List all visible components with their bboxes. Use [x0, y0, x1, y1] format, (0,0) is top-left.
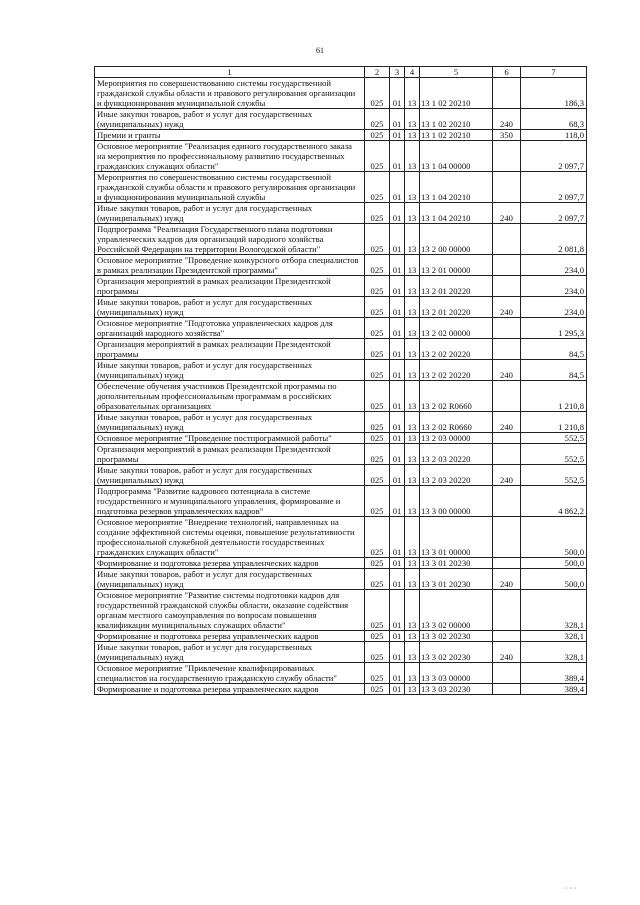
row-code-gr-cell: 025: [365, 276, 390, 297]
row-code-vr-cell: [493, 684, 521, 695]
row-sum-cell: 118,0: [521, 130, 587, 141]
row-sum-cell: 552,5: [521, 433, 587, 444]
row-name-cell: Основное мероприятие "Внедрение технологий, направленных на создание эффективной системы оценки, повышение результативности профессиональной служебной деятельности государственных гражданских служащих области": [95, 517, 365, 558]
row-sum-cell: 389,4: [521, 663, 587, 684]
header-col-6: 6: [493, 67, 521, 78]
header-col-2: 2: [365, 67, 390, 78]
row-code-rz-cell: 01: [390, 569, 405, 590]
row-code-cs-cell: 13 3 01 20230: [420, 569, 493, 590]
row-name-cell: Формирование и подготовка резерва управленческих кадров: [95, 631, 365, 642]
row-code-vr-cell: [493, 590, 521, 631]
row-code-gr-cell: 025: [365, 172, 390, 203]
row-code-pr-cell: 13: [405, 109, 420, 130]
row-code-rz-cell: 01: [390, 412, 405, 433]
row-code-rz-cell: 01: [390, 486, 405, 517]
row-sum-cell: 2 081,8: [521, 224, 587, 255]
row-name-cell: Организация мероприятий в рамках реализации Президентской программы: [95, 276, 365, 297]
row-code-rz-cell: 01: [390, 255, 405, 276]
row-code-cs-cell: 13 1 04 20210: [420, 203, 493, 224]
row-name-cell: Иные закупки товаров, работ и услуг для государственных (муниципальных) нужд: [95, 465, 365, 486]
header-col-1: 1: [95, 67, 365, 78]
row-code-pr-cell: 13: [405, 631, 420, 642]
row-code-gr-cell: 025: [365, 642, 390, 663]
row-code-gr-cell: 025: [365, 130, 390, 141]
row-sum-cell: 552,5: [521, 465, 587, 486]
row-code-cs-cell: 13 3 02 20230: [420, 642, 493, 663]
row-code-rz-cell: 01: [390, 203, 405, 224]
row-code-rz-cell: 01: [390, 78, 405, 109]
row-code-pr-cell: 13: [405, 684, 420, 695]
row-code-cs-cell: 13 3 03 00000: [420, 663, 493, 684]
row-sum-cell: 500,0: [521, 517, 587, 558]
row-name-cell: Организация мероприятий в рамках реализации Президентской программы: [95, 339, 365, 360]
row-code-gr-cell: 025: [365, 224, 390, 255]
row-code-gr-cell: 025: [365, 663, 390, 684]
row-code-gr-cell: 025: [365, 381, 390, 412]
row-code-cs-cell: 13 2 00 00000: [420, 224, 493, 255]
row-name-cell: Обеспечение обучения участников Президентской программы по дополнительным профессиональным программам в российских образовательных организациях: [95, 381, 365, 412]
row-name-cell: Основное мероприятие "Реализация единого государственного заказа на мероприятия по профессиональному развитию государственных гражданских служащих области": [95, 141, 365, 172]
row-name-cell: Подпрограмма "Развитие кадрового потенциала в системе государственного и муниципального управления, формирование и подготовка резервов управленческих кадров": [95, 486, 365, 517]
row-sum-cell: 500,0: [521, 558, 587, 569]
row-code-gr-cell: 025: [365, 569, 390, 590]
row-code-cs-cell: 13 3 03 20230: [420, 684, 493, 695]
row-code-pr-cell: 13: [405, 360, 420, 381]
row-code-pr-cell: 13: [405, 642, 420, 663]
row-code-gr-cell: 025: [365, 109, 390, 130]
row-code-pr-cell: 13: [405, 663, 420, 684]
row-code-rz-cell: 01: [390, 360, 405, 381]
row-code-cs-cell: 13 1 02 20210: [420, 109, 493, 130]
table-row: [95, 339, 587, 360]
row-code-cs-cell: 13 3 01 20230: [420, 558, 493, 569]
row-code-rz-cell: 01: [390, 663, 405, 684]
table-row: [95, 224, 587, 255]
table-row: [95, 381, 587, 412]
row-code-gr-cell: 025: [365, 465, 390, 486]
row-code-gr-cell: 025: [365, 590, 390, 631]
row-code-pr-cell: 13: [405, 569, 420, 590]
row-code-vr-cell: [493, 339, 521, 360]
row-code-cs-cell: 13 3 01 00000: [420, 517, 493, 558]
row-code-vr-cell: [493, 141, 521, 172]
row-code-vr-cell: [493, 318, 521, 339]
row-name-cell: Основное мероприятие "Проведение конкурсного отбора специалистов в рамках реализации Президентской программы": [95, 255, 365, 276]
row-sum-cell: 1 295,3: [521, 318, 587, 339]
row-code-rz-cell: 01: [390, 381, 405, 412]
row-code-pr-cell: 13: [405, 381, 420, 412]
header-col-4: 4: [405, 67, 420, 78]
row-code-vr-cell: 240: [493, 642, 521, 663]
row-code-rz-cell: 01: [390, 318, 405, 339]
row-code-cs-cell: 13 1 04 20210: [420, 172, 493, 203]
row-sum-cell: 328,1: [521, 590, 587, 631]
row-code-gr-cell: 025: [365, 297, 390, 318]
row-code-gr-cell: 025: [365, 433, 390, 444]
row-code-vr-cell: [493, 517, 521, 558]
table-row: [95, 631, 587, 642]
table-row: [95, 569, 587, 590]
row-sum-cell: 84,5: [521, 360, 587, 381]
row-code-gr-cell: 025: [365, 486, 390, 517]
table-row: [95, 486, 587, 517]
row-code-rz-cell: 01: [390, 276, 405, 297]
table-row: [95, 465, 587, 486]
row-code-vr-cell: [493, 276, 521, 297]
row-code-cs-cell: 13 3 02 20230: [420, 631, 493, 642]
table-row: [95, 433, 587, 444]
row-sum-cell: 84,5: [521, 339, 587, 360]
row-sum-cell: 2 097,7: [521, 141, 587, 172]
row-sum-cell: 4 862,2: [521, 486, 587, 517]
row-code-pr-cell: 13: [405, 412, 420, 433]
table-row: [95, 642, 587, 663]
row-code-cs-cell: 13 2 02 00000: [420, 318, 493, 339]
table-row: [95, 444, 587, 465]
row-code-gr-cell: 025: [365, 78, 390, 109]
row-code-rz-cell: 01: [390, 558, 405, 569]
row-code-cs-cell: 13 2 03 20220: [420, 444, 493, 465]
row-name-cell: Иные закупки товаров, работ и услуг для государственных (муниципальных) нужд: [95, 569, 365, 590]
table-row: [95, 360, 587, 381]
row-code-rz-cell: 01: [390, 684, 405, 695]
row-code-cs-cell: 13 1 02 20210: [420, 78, 493, 109]
row-code-gr-cell: 025: [365, 558, 390, 569]
row-name-cell: Формирование и подготовка резерва управленческих кадров: [95, 558, 365, 569]
table-body: [95, 78, 587, 695]
table-header-row: [95, 67, 587, 78]
row-sum-cell: 1 210,8: [521, 381, 587, 412]
table-row: [95, 203, 587, 224]
row-code-cs-cell: 13 2 02 R0660: [420, 381, 493, 412]
row-code-cs-cell: 13 2 02 20220: [420, 360, 493, 381]
table-row: [95, 318, 587, 339]
row-code-rz-cell: 01: [390, 433, 405, 444]
row-code-rz-cell: 01: [390, 444, 405, 465]
row-name-cell: Формирование и подготовка резерва управленческих кадров: [95, 684, 365, 695]
row-code-cs-cell: 13 2 03 00000: [420, 433, 493, 444]
row-code-pr-cell: 13: [405, 318, 420, 339]
row-sum-cell: 68,3: [521, 109, 587, 130]
row-name-cell: Иные закупки товаров, работ и услуг для государственных (муниципальных) нужд: [95, 203, 365, 224]
row-code-rz-cell: 01: [390, 631, 405, 642]
row-code-pr-cell: 13: [405, 203, 420, 224]
row-code-pr-cell: 13: [405, 590, 420, 631]
row-code-pr-cell: 13: [405, 433, 420, 444]
table-row: [95, 78, 587, 109]
row-code-cs-cell: 13 1 04 00000: [420, 141, 493, 172]
row-code-rz-cell: 01: [390, 465, 405, 486]
row-name-cell: Мероприятия по совершенствованию системы государственной гражданской службы области и правового регулирования организации и функционирования муниципальной службы: [95, 172, 365, 203]
row-code-cs-cell: 13 2 01 20220: [420, 276, 493, 297]
row-code-cs-cell: 13 2 03 20220: [420, 465, 493, 486]
row-code-pr-cell: 13: [405, 465, 420, 486]
table-row: [95, 255, 587, 276]
row-code-pr-cell: 13: [405, 486, 420, 517]
row-code-cs-cell: 13 2 02 R0660: [420, 412, 493, 433]
row-code-vr-cell: [493, 558, 521, 569]
row-code-rz-cell: 01: [390, 642, 405, 663]
row-code-gr-cell: 025: [365, 141, 390, 172]
row-code-pr-cell: 13: [405, 297, 420, 318]
row-code-vr-cell: [493, 486, 521, 517]
table-row: [95, 558, 587, 569]
table-row: [95, 297, 587, 318]
table-row: [95, 276, 587, 297]
row-code-pr-cell: 13: [405, 172, 420, 203]
row-code-rz-cell: 01: [390, 224, 405, 255]
row-code-gr-cell: 025: [365, 444, 390, 465]
row-code-pr-cell: 13: [405, 141, 420, 172]
row-sum-cell: 328,1: [521, 642, 587, 663]
budget-table: [94, 66, 587, 695]
row-code-vr-cell: [493, 444, 521, 465]
row-name-cell: Основное мероприятие "Привлечение квалифицированных специалистов на государственную гражданскую службу области": [95, 663, 365, 684]
row-sum-cell: 234,0: [521, 255, 587, 276]
table-row: [95, 412, 587, 433]
row-name-cell: Иные закупки товаров, работ и услуг для государственных (муниципальных) нужд: [95, 109, 365, 130]
row-sum-cell: 389,4: [521, 684, 587, 695]
row-sum-cell: 186,3: [521, 78, 587, 109]
row-name-cell: Иные закупки товаров, работ и услуг для государственных (муниципальных) нужд: [95, 360, 365, 381]
row-code-rz-cell: 01: [390, 590, 405, 631]
row-code-pr-cell: 13: [405, 444, 420, 465]
row-code-vr-cell: [493, 433, 521, 444]
row-code-vr-cell: [493, 172, 521, 203]
row-code-vr-cell: 350: [493, 130, 521, 141]
row-code-vr-cell: 240: [493, 109, 521, 130]
row-name-cell: Мероприятия по совершенствованию системы государственной гражданской службы области и правового регулирования организации и функционирования муниципальной службы: [95, 78, 365, 109]
row-code-gr-cell: 025: [365, 631, 390, 642]
row-code-rz-cell: 01: [390, 130, 405, 141]
row-code-rz-cell: 01: [390, 141, 405, 172]
row-code-gr-cell: 025: [365, 318, 390, 339]
table-row: [95, 130, 587, 141]
row-code-vr-cell: [493, 255, 521, 276]
row-code-vr-cell: 240: [493, 569, 521, 590]
row-code-rz-cell: 01: [390, 297, 405, 318]
table-row: [95, 517, 587, 558]
row-code-vr-cell: 240: [493, 412, 521, 433]
row-code-pr-cell: 13: [405, 517, 420, 558]
row-code-cs-cell: 13 3 02 00000: [420, 590, 493, 631]
row-code-rz-cell: 01: [390, 172, 405, 203]
corner-mark: · · ·: [565, 884, 577, 893]
row-code-pr-cell: 13: [405, 130, 420, 141]
row-code-gr-cell: 025: [365, 412, 390, 433]
row-name-cell: Подпрограмма "Реализация Государственного плана подготовки управленческих кадров для организаций народного хозяйства Российской Федерации на территории Вологодской области": [95, 224, 365, 255]
table-row: [95, 684, 587, 695]
header-col-5: 5: [420, 67, 493, 78]
table-row: [95, 590, 587, 631]
row-sum-cell: 500,0: [521, 569, 587, 590]
row-name-cell: Иные закупки товаров, работ и услуг для государственных (муниципальных) нужд: [95, 642, 365, 663]
row-code-cs-cell: 13 3 00 00000: [420, 486, 493, 517]
row-code-cs-cell: 13 1 02 20210: [420, 130, 493, 141]
row-code-gr-cell: 025: [365, 255, 390, 276]
row-code-rz-cell: 01: [390, 109, 405, 130]
row-code-pr-cell: 13: [405, 339, 420, 360]
row-sum-cell: 2 097,7: [521, 172, 587, 203]
row-name-cell: Основное мероприятие "Проведение постпрограммной работы": [95, 433, 365, 444]
row-name-cell: Премии и гранты: [95, 130, 365, 141]
row-sum-cell: 1 210,8: [521, 412, 587, 433]
row-name-cell: Основное мероприятие "Подготовка управленческих кадров для организаций народного хозяйства": [95, 318, 365, 339]
row-code-gr-cell: 025: [365, 339, 390, 360]
row-code-pr-cell: 13: [405, 276, 420, 297]
row-code-rz-cell: 01: [390, 517, 405, 558]
row-name-cell: Иные закупки товаров, работ и услуг для государственных (муниципальных) нужд: [95, 412, 365, 433]
row-code-cs-cell: 13 2 01 00000: [420, 255, 493, 276]
row-code-pr-cell: 13: [405, 558, 420, 569]
header-col-3: 3: [390, 67, 405, 78]
row-code-vr-cell: 240: [493, 465, 521, 486]
table-row: [95, 109, 587, 130]
row-code-pr-cell: 13: [405, 255, 420, 276]
page-number: 61: [316, 46, 324, 55]
row-code-pr-cell: 13: [405, 78, 420, 109]
row-code-gr-cell: 025: [365, 203, 390, 224]
row-sum-cell: 552,5: [521, 444, 587, 465]
row-code-gr-cell: 025: [365, 360, 390, 381]
row-sum-cell: 234,0: [521, 297, 587, 318]
row-code-cs-cell: 13 2 01 20220: [420, 297, 493, 318]
row-code-vr-cell: [493, 78, 521, 109]
table-row: [95, 663, 587, 684]
row-name-cell: Иные закупки товаров, работ и услуг для государственных (муниципальных) нужд: [95, 297, 365, 318]
row-code-vr-cell: [493, 381, 521, 412]
table-row: [95, 172, 587, 203]
row-code-gr-cell: 025: [365, 517, 390, 558]
row-code-rz-cell: 01: [390, 339, 405, 360]
row-code-vr-cell: [493, 663, 521, 684]
header-col-7: 7: [521, 67, 587, 78]
row-code-vr-cell: 240: [493, 203, 521, 224]
row-code-vr-cell: 240: [493, 297, 521, 318]
row-name-cell: Основное мероприятие "Развитие системы подготовки кадров для государственной гражданской службы области, оказание содействия органам местного самоуправления по вопросам повышения квалификации муниципальных служащих области": [95, 590, 365, 631]
row-code-gr-cell: 025: [365, 684, 390, 695]
row-code-pr-cell: 13: [405, 224, 420, 255]
row-code-vr-cell: [493, 631, 521, 642]
table-row: [95, 141, 587, 172]
row-sum-cell: 2 097,7: [521, 203, 587, 224]
row-code-vr-cell: 240: [493, 360, 521, 381]
row-sum-cell: 328,1: [521, 631, 587, 642]
row-code-vr-cell: [493, 224, 521, 255]
row-name-cell: Организация мероприятий в рамках реализации Президентской программы: [95, 444, 365, 465]
row-sum-cell: 234,0: [521, 276, 587, 297]
row-code-cs-cell: 13 2 02 20220: [420, 339, 493, 360]
